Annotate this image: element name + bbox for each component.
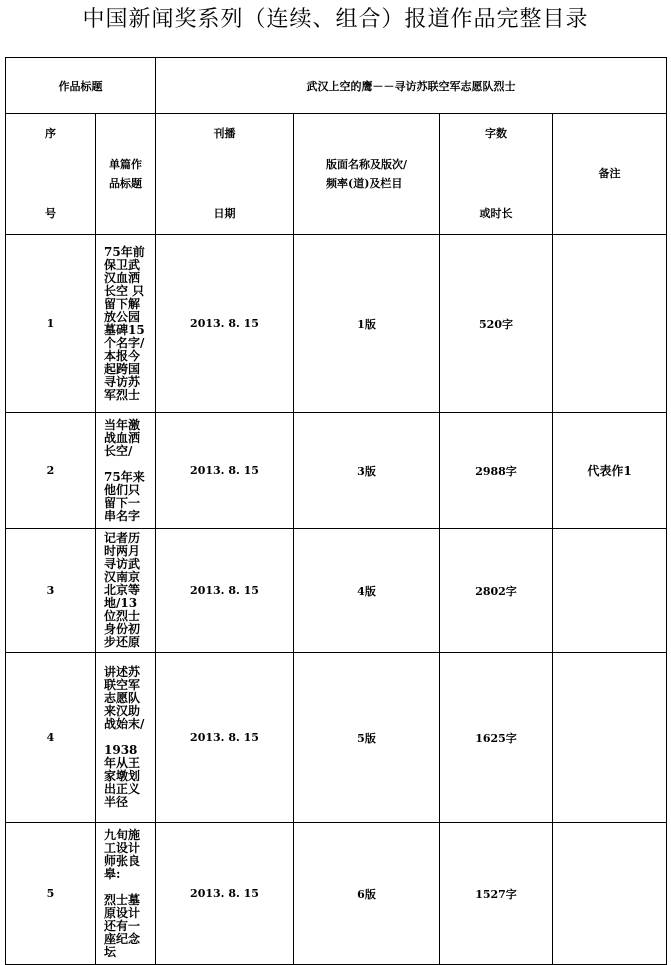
table-row xyxy=(6,235,667,413)
work-title-value: 武汉上空的鹰－－寻访苏联空军志愿队烈士 xyxy=(156,58,667,114)
row-article-title: 当年激战血洒长空/ 75年来他们只留下一串名字 xyxy=(96,413,156,529)
row-date: 2013. 8. 15 xyxy=(156,653,294,823)
row-seq: 2 xyxy=(6,413,96,529)
work-title-label: 作品标题 xyxy=(6,58,156,114)
row-date: 2013. 8. 15 xyxy=(156,529,294,653)
row-remark xyxy=(553,529,667,653)
row-remark: 代表作1 xyxy=(553,413,667,529)
row-page: 3版 xyxy=(294,413,440,529)
row-seq: 5 xyxy=(6,823,96,965)
row-page: 4版 xyxy=(294,529,440,653)
row-page: 6版 xyxy=(294,823,440,965)
column-header-page: 版面名称及版次/ 频率(道)及栏目 xyxy=(294,114,440,235)
table-row xyxy=(6,653,667,823)
column-header-length: 字数 或时长 xyxy=(440,114,553,235)
column-header-row xyxy=(6,114,667,235)
row-article-title: 75年前保卫武汉血洒长空 只留下解放公园墓碑15个名字/ 本报今起跨国寻访苏军烈士 xyxy=(96,235,156,413)
row-article-title: 记者历时两月寻访武汉南京北京等地/13位烈士身份初步还原 xyxy=(96,529,156,653)
table-row xyxy=(6,529,667,653)
row-remark xyxy=(553,823,667,965)
work-title-row xyxy=(6,58,667,114)
row-page: 5版 xyxy=(294,653,440,823)
column-header-date: 刊播 日期 xyxy=(156,114,294,235)
catalog-table xyxy=(5,57,667,965)
row-length: 1625字 xyxy=(440,653,553,823)
row-page: 1版 xyxy=(294,235,440,413)
row-date: 2013. 8. 15 xyxy=(156,235,294,413)
row-date: 2013. 8. 15 xyxy=(156,413,294,529)
row-remark xyxy=(553,235,667,413)
page-title: 中国新闻奖系列（连续、组合）报道作品完整目录 xyxy=(82,7,589,32)
catalog-sheet xyxy=(5,57,666,965)
row-length: 2802字 xyxy=(440,529,553,653)
row-article-title: 九旬施工设计师张良皋: 烈士墓原设计还有一座纪念坛 xyxy=(96,823,156,965)
table-row xyxy=(6,823,667,965)
row-length: 2988字 xyxy=(440,413,553,529)
table-row xyxy=(6,413,667,529)
row-article-title: 讲述苏联空军志愿队来汉助战始末/ 1938年从王家墩划出正义半径 xyxy=(96,653,156,823)
column-header-article: 单篇作 品标题 xyxy=(96,114,156,235)
column-header-remark: 备注 xyxy=(553,114,667,235)
row-length: 520字 xyxy=(440,235,553,413)
row-length: 1527字 xyxy=(440,823,553,965)
column-header-seq: 序 号 xyxy=(6,114,96,235)
row-date: 2013. 8. 15 xyxy=(156,823,294,965)
row-remark xyxy=(553,653,667,823)
row-seq: 1 xyxy=(6,235,96,413)
row-seq: 4 xyxy=(6,653,96,823)
row-seq: 3 xyxy=(6,529,96,653)
